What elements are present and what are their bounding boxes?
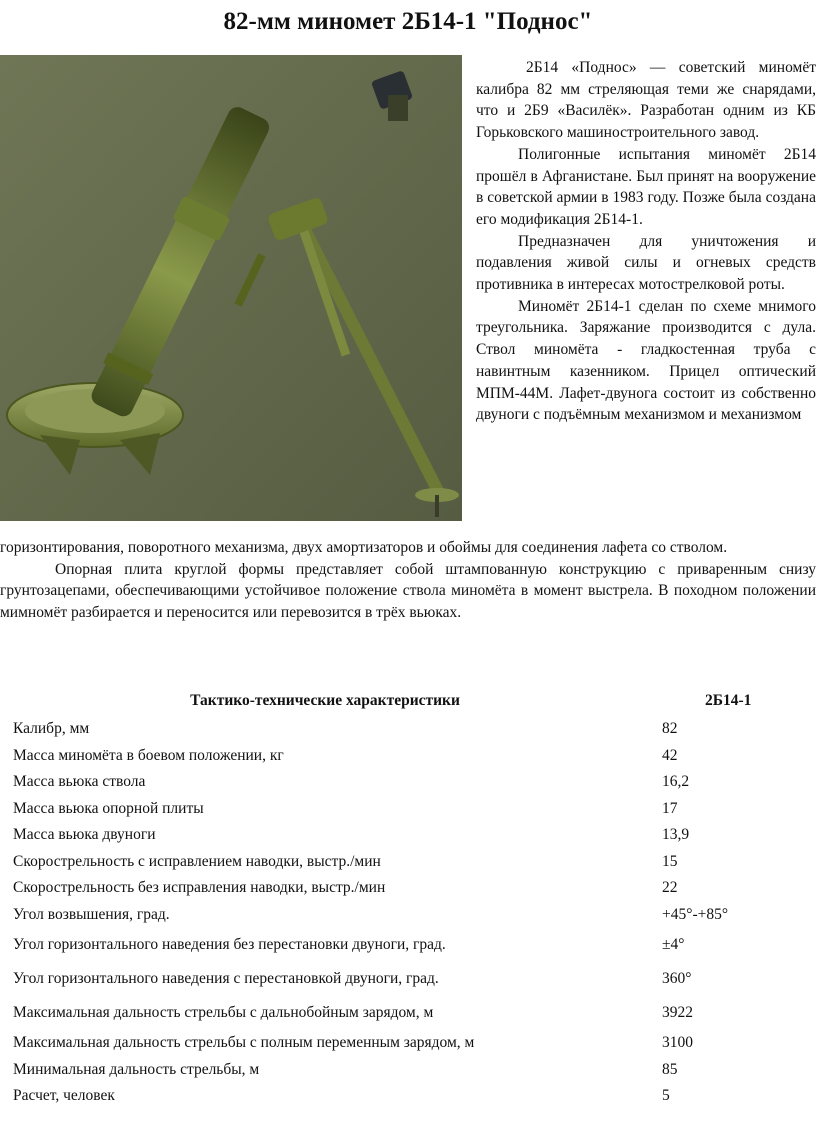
table-row — [0, 875, 816, 902]
spec-label: Максимальная дальность стрельбы с полным переменным зарядом, м — [13, 1034, 475, 1052]
spec-label: Угол возвышения, град. — [13, 905, 170, 923]
spec-value: 42 — [662, 746, 678, 764]
spec-label: Максимальная дальность стрельбы с дальнобойным зарядом, м — [13, 1004, 434, 1021]
page-title: 82-мм миномет 2Б14-1 "Поднос" — [223, 8, 593, 35]
spec-value: 22 — [662, 879, 678, 897]
table-row — [0, 796, 816, 823]
spec-label: Минимальная дальность стрельбы, м — [13, 1060, 260, 1078]
table-row — [0, 1030, 816, 1057]
spec-label: Масса миномёта в боевом положении, кг — [13, 746, 284, 764]
spec-value: 15 — [662, 852, 678, 870]
table-row — [0, 849, 816, 876]
paragraph-design-continuation: горизонтирования, поворотного механизма, двух амортизаторов и обоймы для соединения лафета со стволом. — [0, 539, 728, 556]
specs-header-label: Тактико-технические характеристики — [190, 692, 460, 709]
table-row — [0, 1083, 816, 1110]
spec-label: Скорострельность с исправлением наводки, выстр./мин — [13, 852, 381, 870]
spec-label: Масса вьюка опорной плиты — [13, 799, 204, 817]
intro-text — [476, 57, 816, 426]
paragraph-overview: 2Б14 «Поднос» — советский миномёт калибра 82 мм стреляющая теми же снарядами, что и 2Б9 «Василёк». Разработан одним из КБ Горьковского машиностроительного завод. — [476, 59, 816, 142]
table-row — [0, 962, 816, 996]
paragraph-design: Миномёт 2Б14-1 сделан по схеме мнимого треугольника. Заряжание производится с дула. Ствол миномёта - гладкостенная труба с навинтным казенником. Прицел оптический МПМ-44М. Лафет-двунога состоит из собственно двуноги с подъёмным механизмом и механизмом — [476, 297, 816, 424]
specs-header-model: 2Б14-1 — [705, 692, 752, 709]
spec-value: 85 — [662, 1060, 678, 1078]
spec-label: Расчет, человек — [13, 1087, 115, 1105]
spec-value: 17 — [662, 799, 678, 817]
table-row — [0, 743, 816, 770]
spec-value: 16,2 — [662, 773, 690, 791]
specs-table — [0, 686, 816, 1110]
specs-header-row — [0, 686, 816, 716]
table-row — [0, 822, 816, 849]
table-row — [0, 902, 816, 929]
table-row — [0, 928, 816, 962]
spec-value: 3100 — [662, 1034, 693, 1052]
mortar-photo — [0, 55, 462, 521]
table-row — [0, 1057, 816, 1084]
spec-label: Угол горизонтального наведения без перестановки двуноги, град. — [13, 936, 446, 953]
spec-value: 82 — [662, 720, 678, 738]
spec-value: 360° — [662, 970, 692, 987]
spec-value: ±4° — [662, 936, 685, 953]
table-row — [0, 769, 816, 796]
spec-label: Масса вьюка двуноги — [13, 826, 156, 844]
spec-value: 3922 — [662, 1004, 693, 1021]
spec-value: 13,9 — [662, 826, 690, 844]
table-row — [0, 996, 816, 1030]
table-row — [0, 716, 816, 743]
mortar-illustration — [0, 55, 462, 521]
spec-label: Скорострельность без исправления наводки, выстр./мин — [13, 879, 386, 897]
spec-label: Масса вьюка ствола — [13, 773, 146, 791]
paragraph-purpose: Предназначен для уничтожения и подавления живой силы и огневых средств противника в интересах мотострелковой роты. — [476, 232, 816, 294]
spec-value: 5 — [662, 1087, 670, 1105]
spec-value: +45°-+85° — [662, 905, 729, 923]
paragraph-base-plate: Опорная плита круглой формы представляет собой штампованную конструкцию с приваренным снизу грунтозацепами, обеспечивающими устойчивое положение ствола миномёта в момент выстрела. В походном положении мимномёт разбирается и переносится или перевозится в трёх вьюках. — [0, 560, 816, 622]
paragraph-trials: Полигонные испытания миномёт 2Б14 прошёл в Афганистане. Был принят на вооружение в советской армии в 1983 году. Позже была создана его модификация 2Б14-1. — [476, 145, 816, 228]
spec-label: Угол горизонтального наведения с перестановкой двуноги, град. — [13, 970, 439, 987]
body-text — [0, 537, 816, 624]
spec-label: Калибр, мм — [13, 720, 90, 738]
